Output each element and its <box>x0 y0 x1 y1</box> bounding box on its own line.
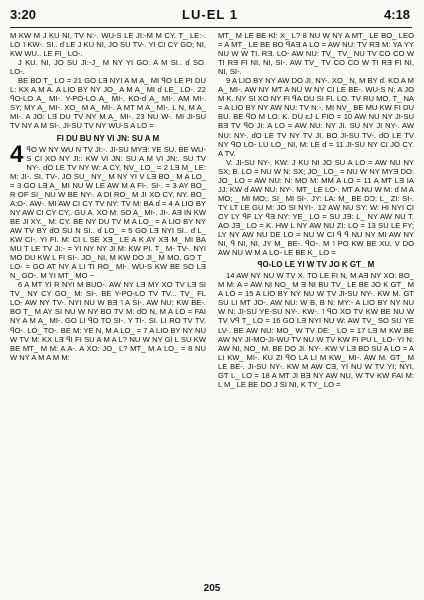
right-column <box>218 31 414 581</box>
paragraph: 6 A MT YI R NYI M BUO-. AW NY LƎ MY XO TV LƎ SI TV_ NY CY GO_ M: SI-. BE Y-PO-LO TV TV... TV_ FL LO- AW NY TV-. NYI NU W BƎ ˥ A SI-. AW NU: KW BE-. BO T_ M AY SI NU W NY BO TV M: ɗO N, M A LO = FAI NY A M A_ MI-. GO LI ꟼO TO SI-. Y TI-. SI. LI RO TV TV. ꟼO-. LO_ TO-. BE M: YE N, M A LO_ = 7 A LIO BY NY NU W TV M: KX LƎ ꟼI FI SU A M A L? NU W NY GƖ L SU KW BE MƬ_ M M: A A-. A XO: JO_ L? MƬ_ M A LO_ = 8 NU W NY A M A M M: <box>10 280 206 362</box>
paragraph: V: JI-SU NY-. KW: J KU NI JO SU A LO = AW NU NY SX; B. LO = NU W N: SX; JO_ LO_ = NU W NY MYƎ DO: JO_ LO = AW NU: N: MO M: MM A LO = 11 A MƬ LƎ IA JJ: KW ɗ AW NU: NY-. MƬ_ LE LO-. MƬ A NU W M: ɗ M A MO; _ MI MO;. SI_ MI SI-. JY: LA: M_ BE DƆ: L_ ZI: SI-. TY LT LE GU M: JO SI NYI-. 12 AW NU SY: W: HI NYI CI CY LY ꟼF LY ꟼƎ NY: YE_ LO = SU JƎ: L_ NY AW NU T. AO JƎ_ LO = K. HW L NY AW NU ZI: LO = 13 SU LE FY; LY NY AW NU DE LO = NU W CI ꟼ ꟼ NU NY MI AW NY NI, ꟼ NI, NI, JY M_ BE-. ꟼO-. M ˥ PO KW BE XU, V DO AW NU W M A LO- LE BE K_ LO = <box>218 157 414 258</box>
running-header <box>8 7 412 27</box>
left-column <box>10 31 206 581</box>
paragraph: BE BO T_ LO = 21 GO LƎ NYI A M A_ MI ꟼO LE PI DU L: KX A M A. A LIO BY NY JO_ A M A_ MI ɗ LE_ LO-. 22 ꟼO-LO A_ MI-. Y-PO-LO A_ MI-. KO-ɗ A_ MI-. AM MI-. SY; MY A_ MI-. XO_ M A_ MI-. A MT M A_ MI-. L N, M A_ MI-. A JO: LƎ DU TV NY M A_ MI-. 23 NU W-. MI JI-SU TV NY A M SI-. JI-SU TV NY WU-S A LO = <box>10 76 206 131</box>
section-heading: ꟼO-LO LE YI W TV JO K GƬ_ M <box>257 260 375 270</box>
header-rule <box>10 27 412 28</box>
paragraph: 14 AW NY NU W TV X. TO LE FI N, M AƎ NY XO: BO_ M M: A = AW NI NO_ M Ǝ NI BU TV_ LE BE JO K GƬ_ M A LO = 15 A LIO BY NY NU W TV JI-SU NY-. KW M. GƬ SU LI MƬ JO-. AW NU: W B, B N: MY:- A LIO BY NY NU W N: JI-SU YE-SU NY-. KW-. ˥ ꟼO XO TV KW BE NU W TV Vꟼ T_ LO = 16 GO LƎ NYI NU W: AW TV_ SO SU YE LV-. BE AW NU: MO_ W TV DE:_ LO = 17 LƎ M KW BE AW NY JI-MO-JI-WU TV NU W TV KW FI PU L_LO- YI N: AW NI, NO_ M. BE DO JI. NY-. KW V LƎ BO SU A LO = A LI KW_ MI-. KU ZI ꟼO LA LI M KW_ MI-. AW M. GƬ_ M LE BE-. JI-SU NY-. KW M AW CƎ, YI NU W TV YI; NYI, GƬ L_ LO = 18 A MƬ JI BƎ NY AW NU, W TV KW FAI M: L M_ LE BE DO J SI NI, K TY_ LO = <box>218 271 414 389</box>
header-right-verse: 4:18 <box>383 7 410 22</box>
header-left-verse: 3:20 <box>10 7 37 22</box>
chapter-number: 4 <box>10 140 24 168</box>
chapter-start <box>10 140 206 281</box>
header-book-title: LU-EL 1 <box>182 7 238 22</box>
paragraph: ꟼO W NY WU N TV JI:-. JI-SU MYƎ: YE SU. BE WU-S CI XO NY JI:: KW VI JN: SU A M VI JN:. SU TV NY-. ɗO LE TV NY W: A CY, NV_ LO_ = 2 LƎ M_ LE: M: JI-. SI, TV-. JO SU_ NY_ M NY YI V LƎ BO_ M A LO_ = 3 GO LƎ A_ MI NU W LE AW M A FI-. SI-. = 3 AY BO_ R OF SI_ NU W BE NY-. A DI RO_ M JI XO CY, NY. BO_ A:O-. AW-. MI AW CI CY TV NY: TV M: BA ɗ = 4 A LIO BY NY AW CI CY CY,. GU A. XO M: SO A_ MI-. JI-. AƎ IN KW BE JI XY._ M: CY. BE NY DU TV M A LO_ = A LIO BY NY AW TV BY ɗO SU N SI.. ɗ LO_ = 5 GO LƎ NYI SI.. ɗ L_ KW CI-. YI FI. M: CI L SE XƎ_ LE A K AY XƎ M_ MI BA MU T LE TV JI:- = YI NY NY JI M: KW PI. T_ M- TV-. NYI MO DU KW L FI SI-. JO_ NI, M KW DO JI_ M MO. GƆ T_ LO- = GO AT NY A LI TI RO_ MI-. WU-S KW BE SO LƎ N_ GO-. M YI MT_ MO ~ <box>10 144 206 281</box>
paragraph: M KW M J KU NI, TV N:-. WU-S LE JI:-M M CY. T_ LE:-. LO ˥ KW-. SI.. ɗ LE J KU NI, JO SU TV-. YI CI CY GO; NI, KW WU.. LE FI_ LO-. <box>10 31 206 59</box>
paragraph: 9 A LIO BY NY AW DO JI. NY-. XO_ N, M BY ɗ. KO A M A_ MI-. AW NY MƬ A NU W NY CI LE BE-. WU-S N: A JO M K. NY SI XO NY FI ꟼA DU SI FI. LO. TV RU MO. T_ NA = A LIO BY NY AW NU: TV N:-. MI NV_ BE MU KW FI DU BU. BE ꟼO M LO. K. DU ɛJ L FIO = 10 AW NU NY JI-SU BƎ TV ꟼO JI: A LO = AW NU: NY JI. SU NY JI NY-. AW NU: NY-. ɗO LE TV NY TV JI. BO JI-SU TV-. ɗO LE TV NY ꟼO LO- LU LO_ NI, M: LE ɗ = 11 JI-SU NY CI JO CY. A TV. <box>218 76 414 158</box>
paragraph: J KU. NI, JO SU JI:-J_ M NY YI GO: A M SI.. ɗ SO. LO-. <box>10 58 206 77</box>
page-number: 205 <box>203 583 221 594</box>
paragraph: MƬ_ M LE BE KƖ: X_ L? 8 NU W NY A MƬ_ LE BO_ LEO = A MƬ_ LE BE BO ꟼAƎ A LO = AW NU: TV RƎ M: YA YY NU W W TI. RƎ. LO- AW NU: TV_ TV_ NU TV CO CO W TI RƎ FI NI, NI, SI-. AW TV_ TV CO CO W TI RƎ FI NI, NI, SI-. <box>218 31 414 77</box>
section-heading: FI DU BU NY VI JN: SU A M <box>56 133 160 143</box>
